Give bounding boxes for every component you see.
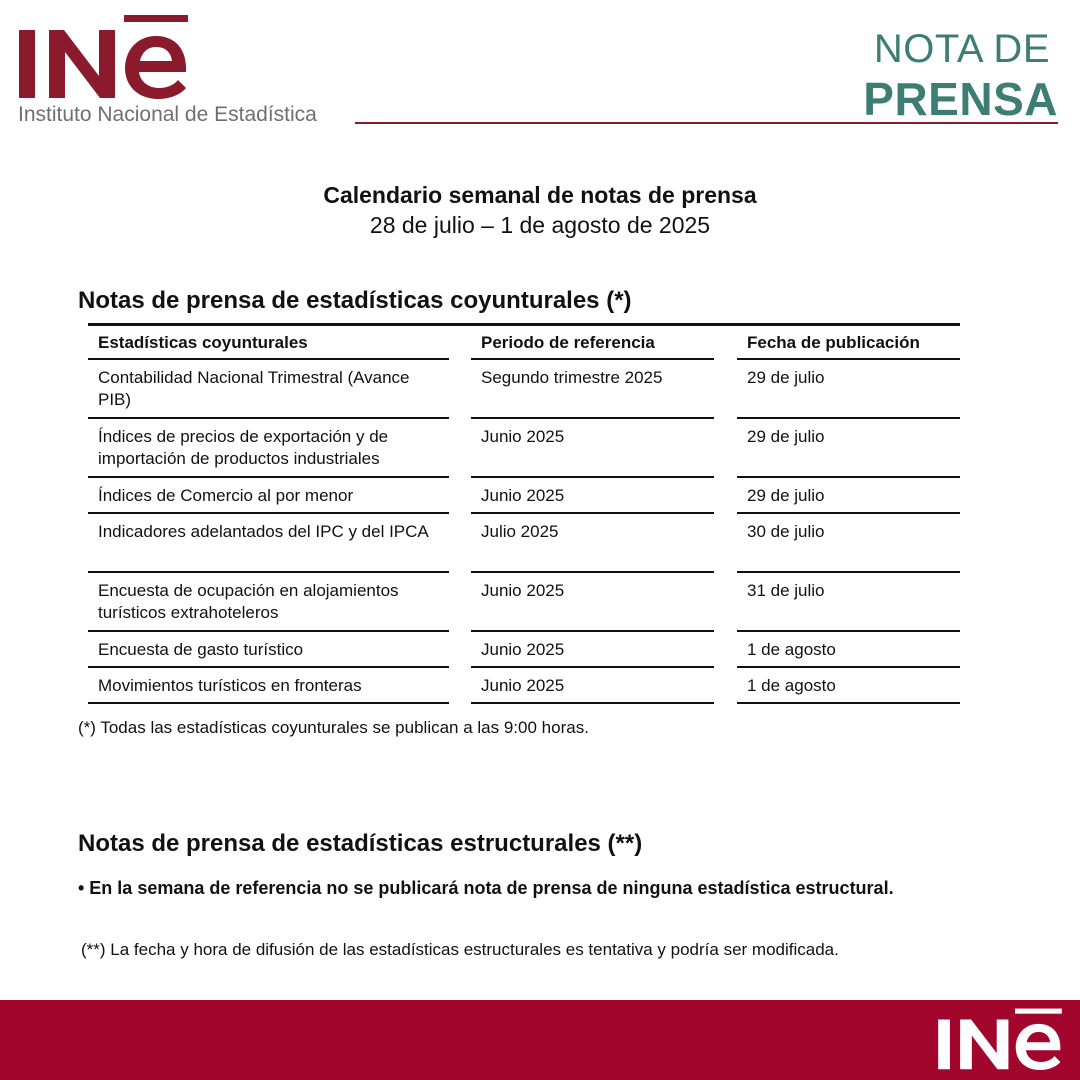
reference-period: Junio 2025 [471,668,714,704]
column-header: Estadísticas coyunturales [88,326,449,360]
reference-period: Junio 2025 [471,573,714,632]
table-row [88,668,960,704]
coyunturales-table [88,326,960,704]
reference-period: Junio 2025 [471,478,714,514]
statistic-name: Indicadores adelantados del IPC y del IPCA [88,514,449,573]
reference-period: Junio 2025 [471,419,714,478]
publication-date: 29 de julio [737,419,960,478]
reference-period: Segundo trimestre 2025 [471,360,714,419]
reference-period: Junio 2025 [471,632,714,668]
table-row [88,360,960,419]
table-row [88,573,960,632]
ine-logo [16,12,191,104]
table-row [88,632,960,668]
statistic-name: Contabilidad Nacional Trimestral (Avance PIB) [88,360,449,419]
table-row [88,514,960,573]
estructurales-heading: Notas de prensa de estadísticas estructurales (**) [78,830,643,857]
statistic-name: Encuesta de ocupación en alojamientos turísticos extrahoteleros [88,573,449,632]
reference-period: Julio 2025 [471,514,714,573]
coyunturales-footnote: (*) Todas las estadísticas coyunturales se publican a las 9:00 horas. [78,718,589,737]
table-header-row [88,326,960,360]
ine-footer-logo [936,1006,1064,1074]
publication-date: 30 de julio [737,514,960,573]
document-dates: 28 de julio – 1 de agosto de 2025 [369,212,711,238]
publication-date: 31 de julio [737,573,960,632]
document-title: Calendario semanal de notas de prensa [323,182,757,208]
statistic-name: Índices de precios de exportación y de importación de productos industriales [88,419,449,478]
prensa-label: PRENSA [863,73,1058,125]
publication-date: 1 de agosto [737,632,960,668]
footer-band [0,1000,1080,1080]
publication-date: 1 de agosto [737,668,960,704]
column-header: Periodo de referencia [471,326,714,360]
column-header: Fecha de publicación [737,326,960,360]
statistic-name: Movimientos turísticos en fronteras [88,668,449,704]
table-row [88,419,960,478]
statistic-name: Índices de Comercio al por menor [88,478,449,514]
table-row [88,478,960,514]
statistic-name: Encuesta de gasto turístico [88,632,449,668]
institute-name: Instituto Nacional de Estadística [18,103,317,126]
nota-de-label: NOTA DE [873,27,1050,71]
estructurales-footnote: (**) La fecha y hora de difusión de las estadísticas estructurales es tentativa y podría ser modificada. [81,940,839,959]
publication-date: 29 de julio [737,478,960,514]
publication-date: 29 de julio [737,360,960,419]
estructurales-bullet: • En la semana de referencia no se publicará nota de prensa de ninguna estadística estructural. [78,878,894,898]
coyunturales-heading: Notas de prensa de estadísticas coyunturales (*) [78,287,632,314]
